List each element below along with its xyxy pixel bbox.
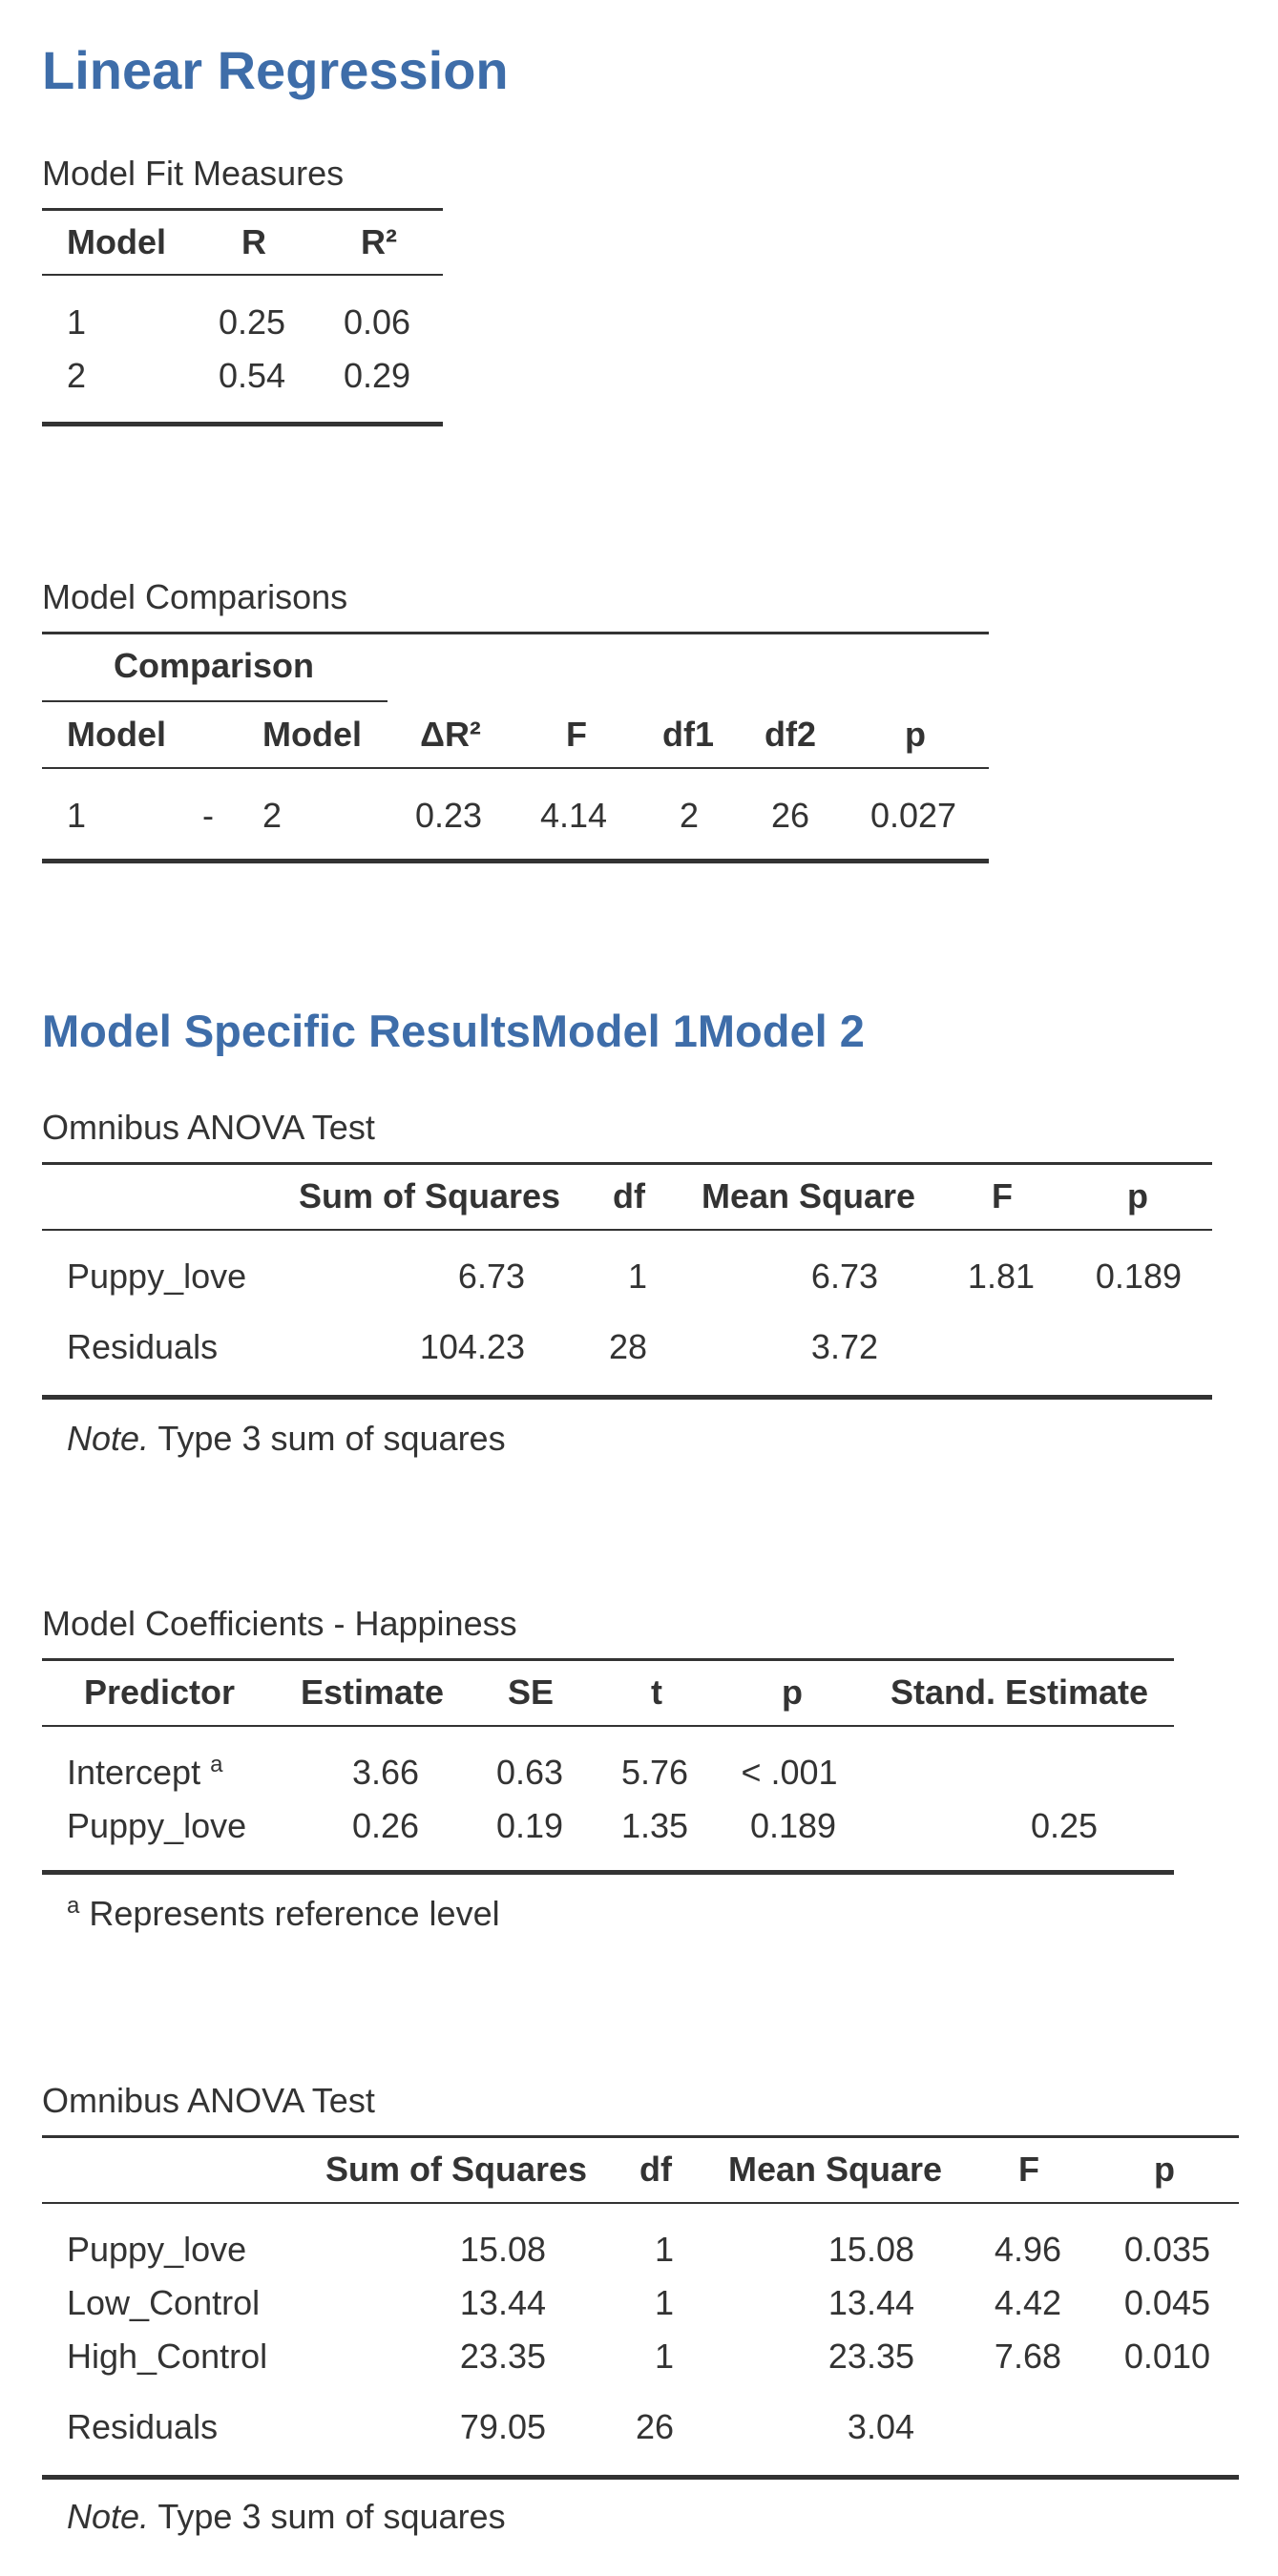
cell-term: Residuals (67, 2407, 219, 2446)
table-caption: Model Coefficients - Happiness (42, 1604, 517, 1643)
cell-t: 5.76 (620, 1753, 689, 1792)
page-title: Linear Regression (42, 40, 509, 100)
column-header-df1: df1 (662, 715, 714, 754)
column-header-mean-square: Mean Square (701, 1176, 916, 1215)
cell-df2: 26 (770, 796, 810, 835)
column-header-model-2: Model (262, 715, 362, 754)
table-bottom-rule (42, 1395, 1212, 1400)
table-note (67, 1418, 506, 1460)
group-header-rule (42, 700, 388, 702)
cell-f: 4.14 (539, 796, 608, 835)
cell-f: 4.96 (994, 2230, 1061, 2269)
table-top-rule (42, 632, 989, 634)
table-caption: Omnibus ANOVA Test (42, 1108, 375, 1147)
table-bottom-rule (42, 1870, 1174, 1875)
cell-ms: 3.04 (847, 2407, 914, 2446)
column-header-mean-square: Mean Square (727, 2150, 943, 2189)
cell-ms: 6.73 (810, 1257, 878, 1296)
table-caption: Model Fit Measures (42, 154, 345, 193)
column-header-f: F (992, 1176, 1013, 1215)
cell-model-1: 1 (67, 796, 87, 835)
cell-ss: 23.35 (459, 2337, 546, 2376)
table-caption: Model Comparisons (42, 577, 348, 616)
header-rule (42, 1229, 1212, 1231)
cell-estimate: 0.26 (351, 1806, 420, 1845)
cell-ss: 15.08 (459, 2230, 546, 2269)
cell-se: 0.63 (495, 1753, 564, 1792)
table-bottom-rule (42, 859, 989, 863)
cell-se: 0.19 (495, 1806, 564, 1845)
cell-p: < .001 (741, 1753, 838, 1792)
column-header-df: df (613, 1176, 645, 1215)
table-top-rule (42, 1162, 1212, 1165)
cell-ms: 23.35 (828, 2337, 914, 2376)
cell-ss: 13.44 (459, 2283, 546, 2322)
column-header-f: F (1018, 2150, 1039, 2189)
cell-p: 0.189 (749, 1806, 837, 1845)
header-rule (42, 2202, 1239, 2204)
column-header-se: SE (507, 1672, 555, 1712)
cell-model-2: 2 (262, 796, 283, 835)
group-header-comparison: Comparison (113, 646, 315, 685)
column-header-sum-of-squares: Sum of Squares (325, 2150, 588, 2189)
column-header-p: p (905, 715, 926, 754)
header-rule (42, 274, 443, 276)
header-rule (42, 767, 989, 769)
cell-term: Low_Control (67, 2283, 261, 2322)
cell-df: 26 (635, 2407, 674, 2446)
cell-p: 0.010 (1123, 2337, 1210, 2376)
cell-p: 0.045 (1123, 2283, 1210, 2322)
cell-df: 1 (654, 2230, 674, 2269)
cell-f: 1.81 (967, 1257, 1035, 1296)
column-header-stand-estimate: Stand. Estimate (890, 1672, 1149, 1712)
predictor-label: Intercept (67, 1753, 201, 1792)
column-header-p: p (1127, 1176, 1148, 1215)
cell-p: 0.035 (1123, 2230, 1210, 2269)
table-note (67, 2496, 506, 2538)
cell-r2: 0.29 (343, 356, 411, 395)
cell-t: 1.35 (620, 1806, 689, 1845)
column-header-sum-of-squares: Sum of Squares (298, 1176, 561, 1215)
column-header-r2: R² (361, 222, 397, 261)
footnote-text: Represents reference level (79, 1894, 500, 1933)
column-header-r: R (241, 222, 266, 261)
column-header-model-1: Model (67, 715, 166, 754)
cell-estimate: 3.66 (351, 1753, 420, 1792)
table-top-rule (42, 208, 443, 211)
cell-ms: 15.08 (828, 2230, 914, 2269)
cell-ss: 6.73 (457, 1257, 525, 1296)
column-header-df2: df2 (765, 715, 816, 754)
cell-ss: 104.23 (419, 1327, 525, 1366)
cell-r2: 0.06 (343, 302, 411, 342)
cell-df1: 2 (679, 796, 700, 835)
column-header-delta-r2: ΔR² (420, 715, 481, 754)
cell-term: Residuals (67, 1327, 219, 1366)
cell-p: 0.027 (869, 796, 957, 835)
cell-df: 1 (654, 2283, 674, 2322)
table-bottom-rule (42, 2475, 1239, 2480)
column-header-estimate: Estimate (300, 1672, 445, 1712)
cell-df: 28 (608, 1327, 647, 1366)
header-rule (42, 1725, 1174, 1727)
cell-df: 1 (627, 1257, 647, 1296)
cell-ss: 79.05 (459, 2407, 546, 2446)
cell-ms: 13.44 (828, 2283, 914, 2322)
superscript-marker: a (210, 1752, 223, 1777)
column-header-df: df (639, 2150, 672, 2189)
column-header-f: F (566, 715, 587, 754)
column-header-p: p (1154, 2150, 1175, 2189)
cell-dash: - (202, 796, 214, 835)
note-text: Type 3 sum of squares (149, 1419, 506, 1458)
cell-f: 4.42 (994, 2283, 1061, 2322)
cell-term: Puppy_love (67, 1257, 247, 1296)
cell-delta-r2: 0.23 (414, 796, 483, 835)
cell-p: 0.189 (1095, 1257, 1182, 1296)
cell-model: 2 (67, 356, 87, 395)
cell-predictor (67, 1752, 222, 1794)
cell-ms: 3.72 (810, 1327, 878, 1366)
table-bottom-rule (42, 422, 443, 426)
cell-r: 0.25 (218, 302, 286, 342)
column-header-model: Model (67, 222, 166, 261)
section-heading: Model Specific ResultsModel 1Model 2 (42, 1006, 865, 1056)
column-header-p: p (782, 1672, 803, 1712)
note-label: Note. (67, 1419, 150, 1458)
cell-term: High_Control (67, 2337, 268, 2376)
cell-f: 7.68 (994, 2337, 1061, 2376)
cell-r: 0.54 (218, 356, 286, 395)
cell-df: 1 (654, 2337, 674, 2376)
note-label: Note. (67, 2497, 150, 2536)
table-top-rule (42, 2135, 1239, 2138)
column-header-t: t (651, 1672, 662, 1712)
table-top-rule (42, 1658, 1174, 1661)
cell-predictor: Puppy_love (67, 1806, 247, 1845)
cell-model: 1 (67, 302, 87, 342)
table-caption: Omnibus ANOVA Test (42, 2081, 375, 2120)
note-text: Type 3 sum of squares (149, 2497, 506, 2536)
cell-term: Puppy_love (67, 2230, 247, 2269)
column-header-predictor: Predictor (83, 1672, 236, 1712)
table-footnote (67, 1893, 500, 1935)
footnote-marker: a (67, 1893, 80, 1919)
cell-stand-estimate: 0.25 (1030, 1806, 1099, 1845)
